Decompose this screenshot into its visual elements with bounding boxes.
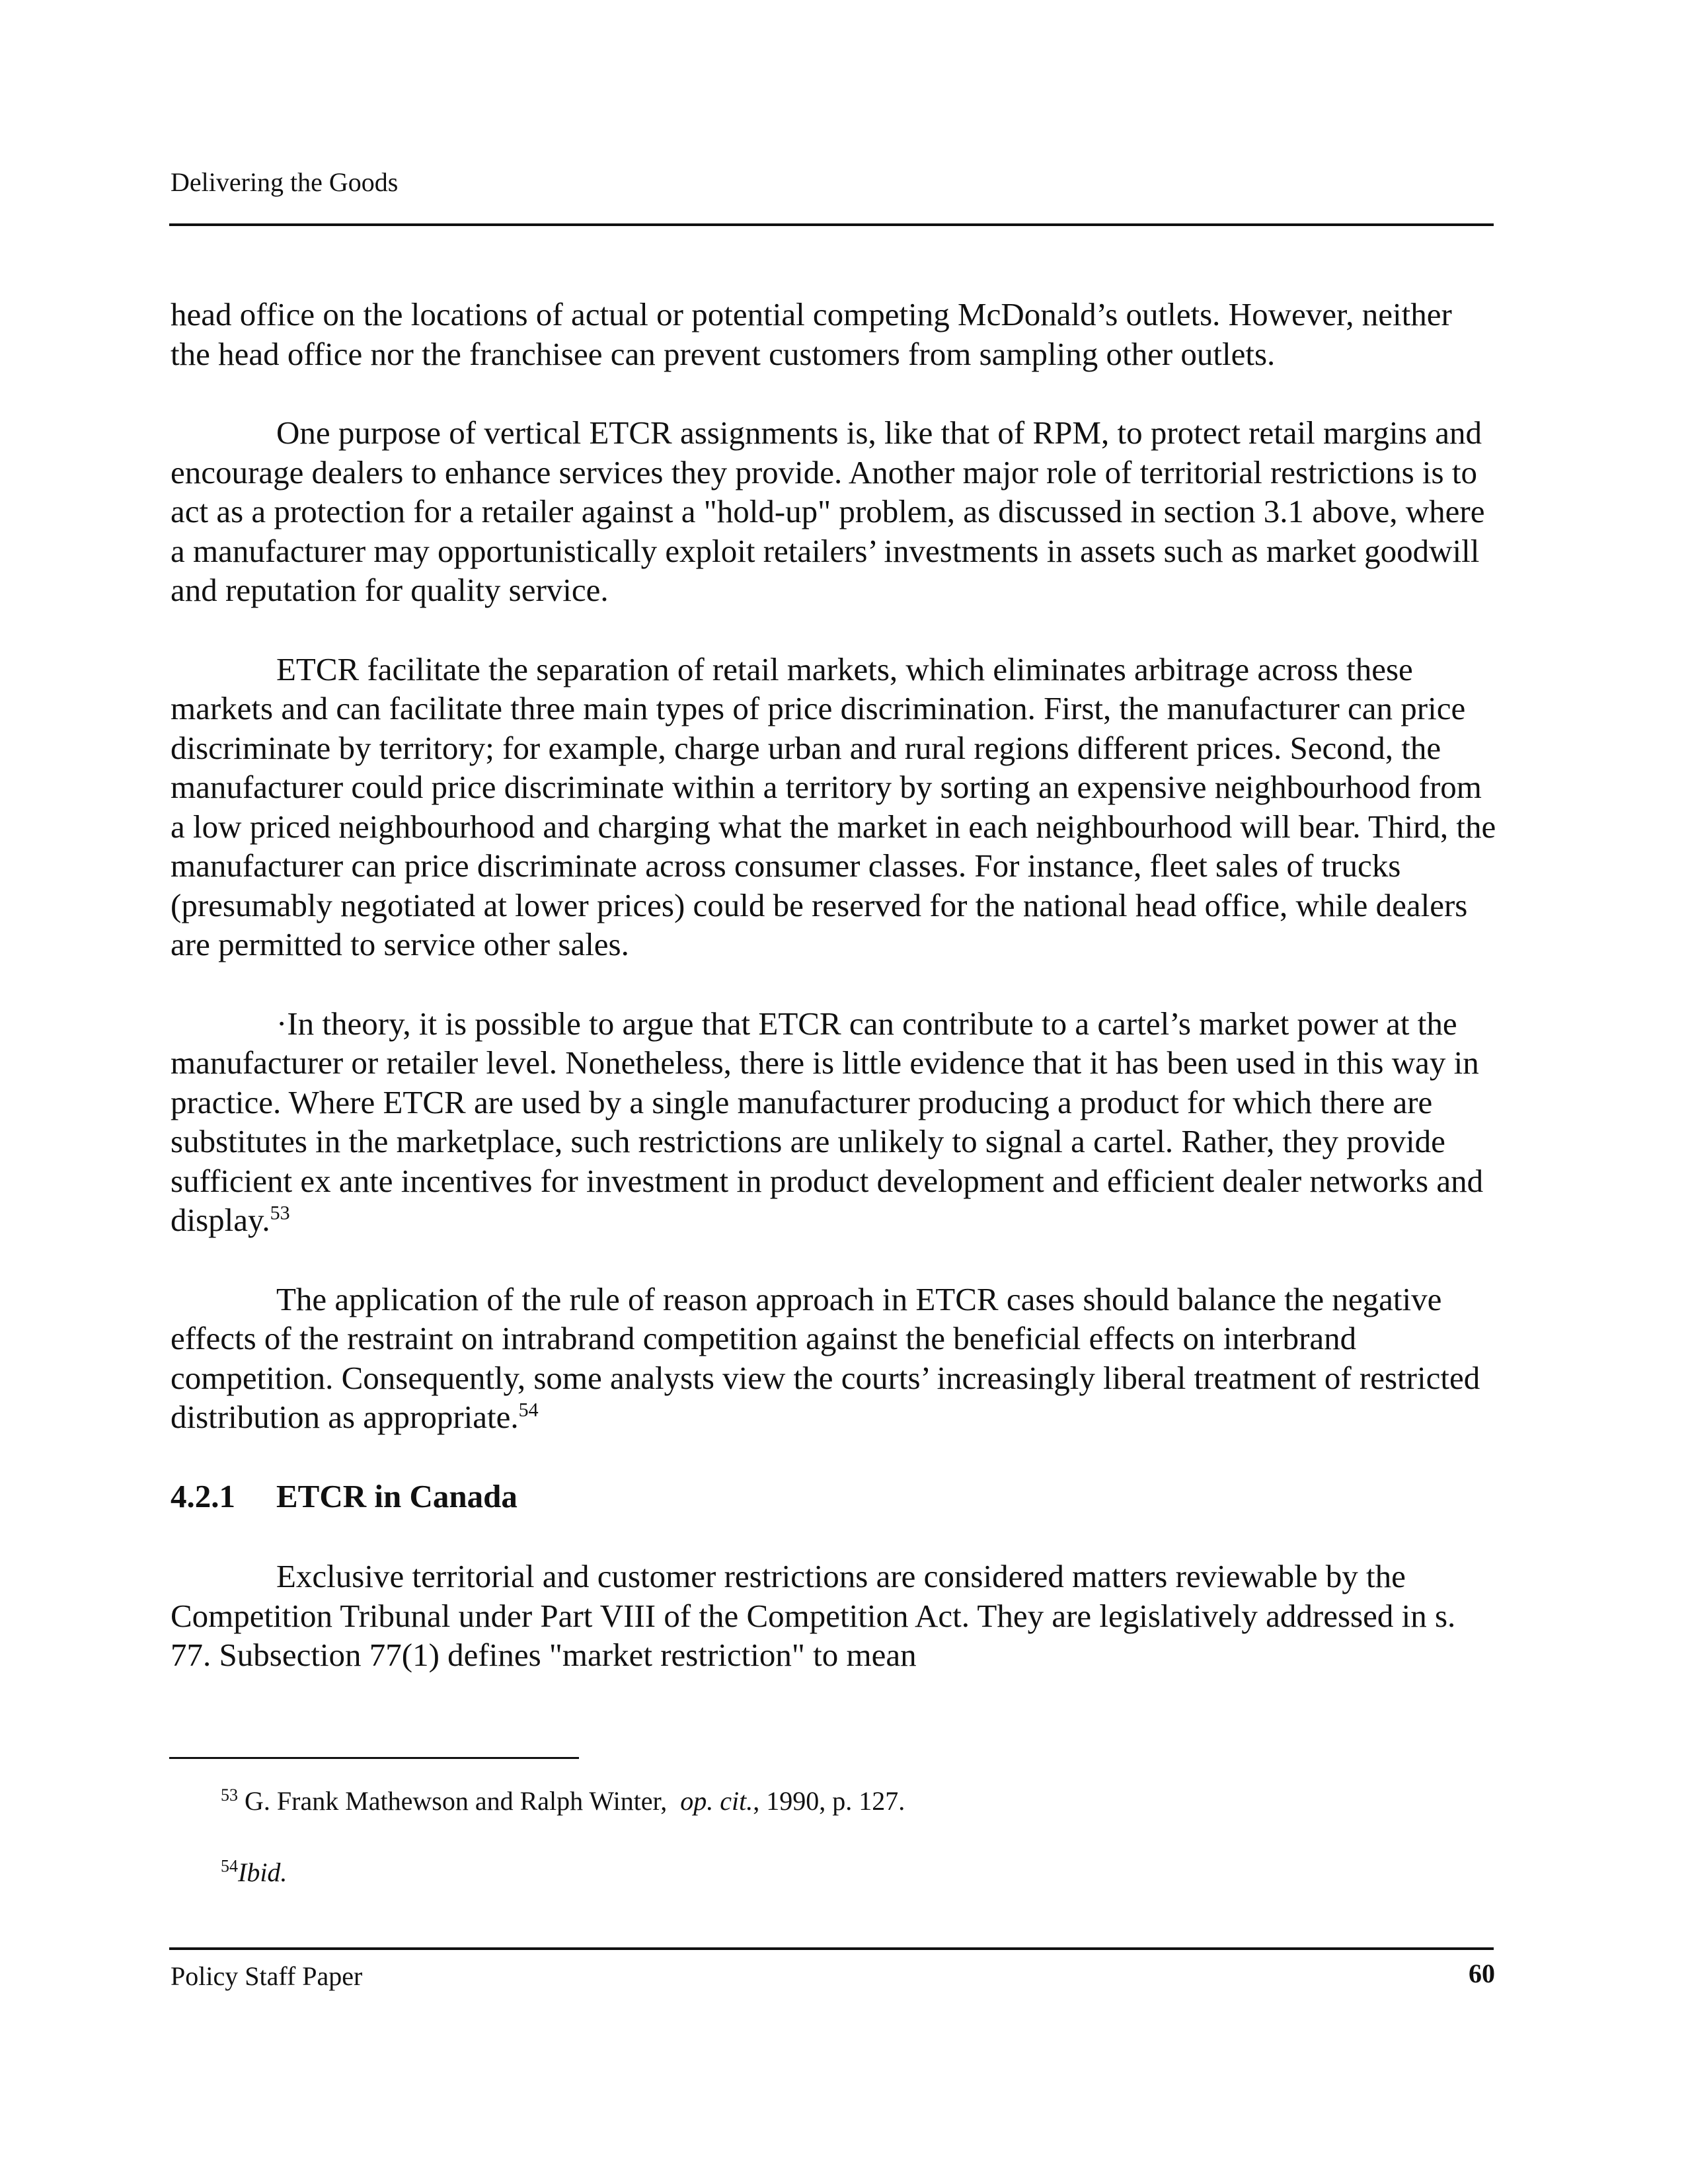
- footnote-53-text-b: , 1990, p. 127.: [753, 1786, 905, 1816]
- footnote-53-italic: op. cit.: [680, 1786, 753, 1816]
- paragraph-2: One purpose of vertical ETCR assignments is, like that of RPM, to protect retail margins and encourage dealers to enhance services they provide. Another major role of territorial restrictions is to act as a protection for a retailer against a "hold-up" problem, as discussed in section 3.1 above, where a manufacturer may opportunistically exploit retailers’ investments in assets such as market goodwill and reputation for quality service.: [171, 414, 1485, 608]
- paragraph-6: Exclusive territorial and customer restrictions are considered matters reviewable by the Competition Tribunal under Part VIII of the Competition Act. They are legislatively addressed in s. 77. Subsection 77(1) defines "market restriction" to mean: [171, 1558, 1456, 1673]
- footnote-54-italic: Ibid.: [238, 1857, 288, 1887]
- page-number: 60: [1469, 1959, 1495, 1988]
- paragraph-4-text: ·In theory, it is possible to argue that ETCR can contribute to a cartel’s market power at the manufacturer or retailer level. Nonetheless, there is little evidence that it has been used in this way in practice. Where ETCR are used by a single manufacturer producing a product for which there are substitutes in the marketplace, such restrictions are unlikely to signal a cartel. Rather, they provide sufficient ex ante incentives for investment in product development and efficient dealer networks and display.: [171, 1005, 1484, 1238]
- footnote-53-number: 53: [221, 1785, 238, 1805]
- footnote-ref-54[interactable]: 54: [518, 1399, 539, 1421]
- footnote-ref-53[interactable]: 53: [270, 1202, 290, 1224]
- section-number: 4.2.1: [171, 1477, 235, 1514]
- footnote-53-text-a: G. Frank Mathewson and Ralph Winter,: [245, 1786, 668, 1816]
- footnote-54: [221, 1856, 287, 1889]
- footnote-53: [221, 1785, 905, 1818]
- section-heading: [171, 1477, 1498, 1516]
- section-title: ETCR in Canada: [276, 1477, 518, 1514]
- footnote-54-number: 54: [221, 1856, 238, 1876]
- paragraph-1: head office on the locations of actual or potential competing McDonald’s outlets. However, neither the head office nor the franchisee can prevent customers from sampling other outlets.: [171, 296, 1452, 372]
- running-header: Delivering the Goods: [171, 167, 399, 197]
- paragraph-5-text: The application of the rule of reason approach in ETCR cases should balance the negative effects of the restraint on intrabrand competition against the beneficial effects on interbrand competition. Consequently, some analysts view the courts’ increasingly liberal treatment of restricted distribution as appropriate.: [171, 1280, 1480, 1435]
- footer-rule: [169, 1947, 1494, 1950]
- footer-title: Policy Staff Paper: [171, 1961, 363, 1991]
- paragraph-5: [171, 1280, 1498, 1437]
- footnote-rule: [169, 1757, 579, 1759]
- paragraph-4: [171, 1004, 1498, 1240]
- body-text: [171, 295, 1498, 1715]
- paragraph-3: ETCR facilitate the separation of retail markets, which eliminates arbitrage across these markets and can facilitate three main types of price discrimination. First, the manufacturer can price discriminate by territory; for example, charge urban and rural regions different prices. Second, the manufacturer could price discriminate within a territory by sorting an expensive neighbourhood from a low priced neighbourhood and charging what the market in each neighbourhood will bear. Third, the manufacturer can price discriminate across consumer classes. For instance, fleet sales of trucks (presumably negotiated at lower prices) could be reserved for the national head office, while dealers are permitted to service other sales.: [171, 650, 1496, 962]
- header-rule: [169, 223, 1494, 226]
